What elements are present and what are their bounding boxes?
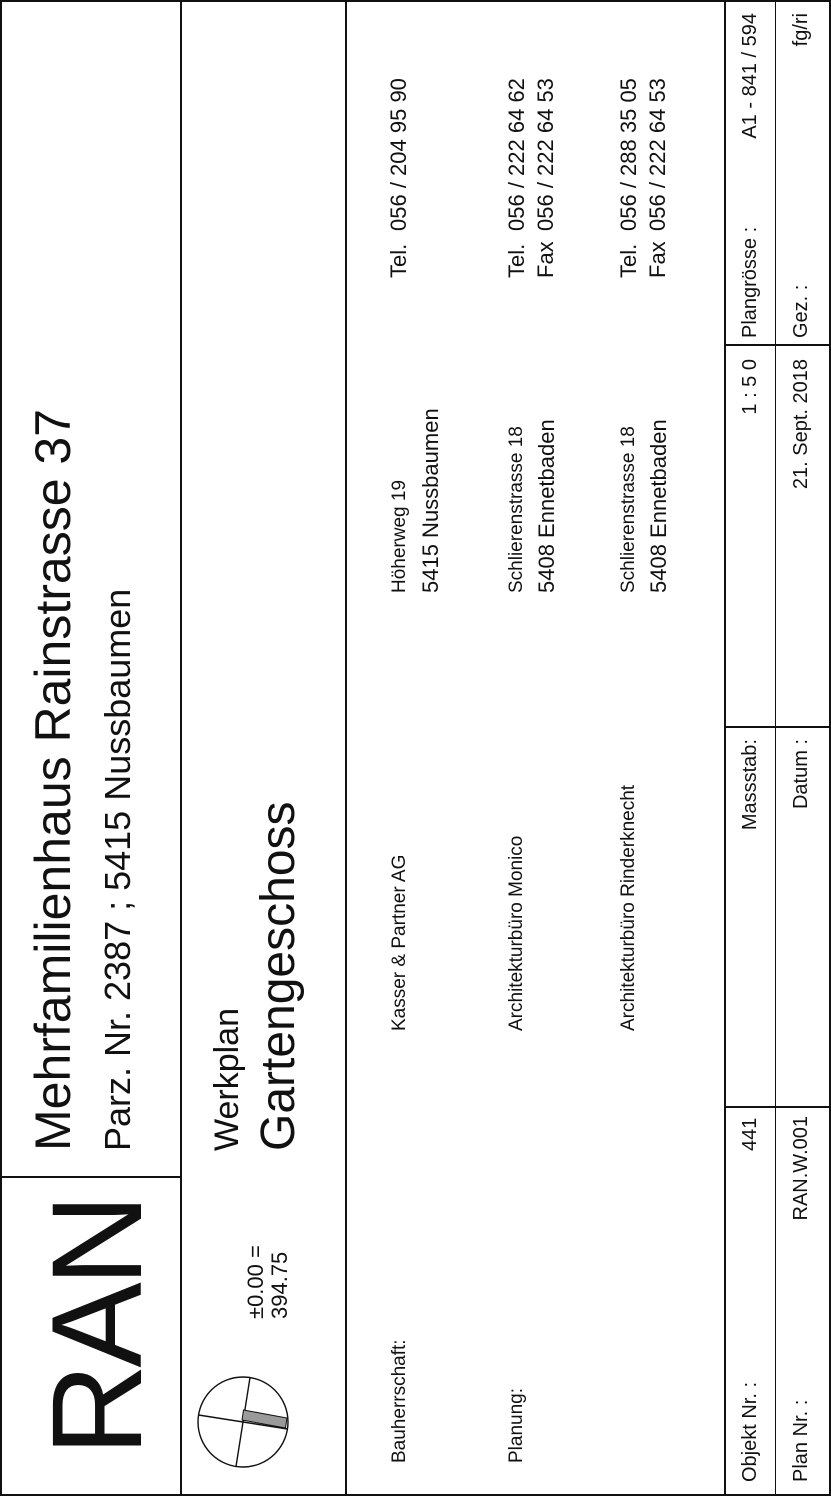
- party-name: Architekturbüro Rinderknecht: [618, 784, 639, 1031]
- divider-logo-bottom: [180, 0, 182, 1496]
- company-logo-text: RAN: [26, 1197, 169, 1456]
- gez-value: fg/ri: [790, 13, 812, 47]
- datum-label: Datum :: [790, 739, 812, 810]
- party-role: Bauherrschaft:: [389, 1339, 410, 1463]
- party-fax-label: Fax: [645, 241, 670, 278]
- party-tel: 056 / 288 35 05: [616, 78, 641, 231]
- divider-footer-1: [724, 1106, 831, 1108]
- divider-footer-top: [724, 0, 726, 1496]
- divider-plan-bottom: [345, 0, 347, 1496]
- party-tel-label: Tel.: [386, 243, 411, 278]
- gez-label: Gez. :: [790, 284, 812, 338]
- party-tel: 056 / 222 64 62: [504, 78, 529, 231]
- party-address-street: Höherweg 19: [389, 479, 410, 593]
- party-fax-label: Fax: [533, 241, 558, 278]
- party-tel-label: Tel.: [616, 243, 641, 278]
- project-title: Mehrfamilienhaus Rainstrasse 37: [25, 408, 81, 1151]
- plan-name: Gartengeschoss: [252, 801, 305, 1151]
- datum-value: 21. Sept. 2018: [790, 359, 812, 490]
- party-address-city: 5415 Nussbaumen: [418, 408, 443, 593]
- party-address-city: 5408 Ennetbaden: [646, 419, 671, 593]
- divider-footer-3: [724, 344, 831, 346]
- elevation-line2: 394.75: [267, 1251, 292, 1319]
- massstab-label: Massstab:: [739, 739, 761, 831]
- divider-logo-right: [0, 1176, 182, 1178]
- divider-footer-middle: [775, 0, 776, 1496]
- divider-footer-2: [724, 726, 831, 728]
- party-name: Architekturbüro Monico: [506, 835, 527, 1031]
- party-tel-label: Tel.: [504, 243, 529, 278]
- objekt-nr-label: Objekt Nr. :: [739, 1381, 761, 1482]
- objekt-nr-value: 441: [739, 1117, 761, 1151]
- party-fax: 056 / 222 64 53: [645, 78, 670, 231]
- party-address-city: 5408 Ennetbaden: [534, 419, 559, 593]
- plan-nr-label: Plan Nr. :: [790, 1399, 812, 1482]
- plangroesse-value: A1 - 841 / 594: [739, 13, 761, 139]
- project-subtitle: Parz. Nr. 2387 ; 5415 Nussbaumen: [97, 588, 138, 1151]
- massstab-value: 1 : 5 0: [739, 359, 761, 415]
- party-address-street: Schlierenstrasse 18: [618, 426, 639, 593]
- border-right: [0, 0, 831, 2]
- party-tel: 056 / 204 95 90: [386, 78, 411, 231]
- party-name: Kasser & Partner AG: [389, 854, 410, 1031]
- party-fax: 056 / 222 64 53: [533, 78, 558, 231]
- north-arrow-icon: [196, 1375, 290, 1469]
- plangroesse-label: Plangrösse :: [739, 226, 761, 338]
- party-role: Planung:: [506, 1387, 527, 1463]
- party-address-street: Schlierenstrasse 18: [506, 426, 527, 593]
- border-top: [0, 0, 2, 1496]
- elevation-line1: ±0.00 =: [243, 1245, 268, 1319]
- plan-nr-value: RAN.W.001: [790, 1116, 812, 1221]
- plan-type: Werkplan: [208, 1008, 246, 1151]
